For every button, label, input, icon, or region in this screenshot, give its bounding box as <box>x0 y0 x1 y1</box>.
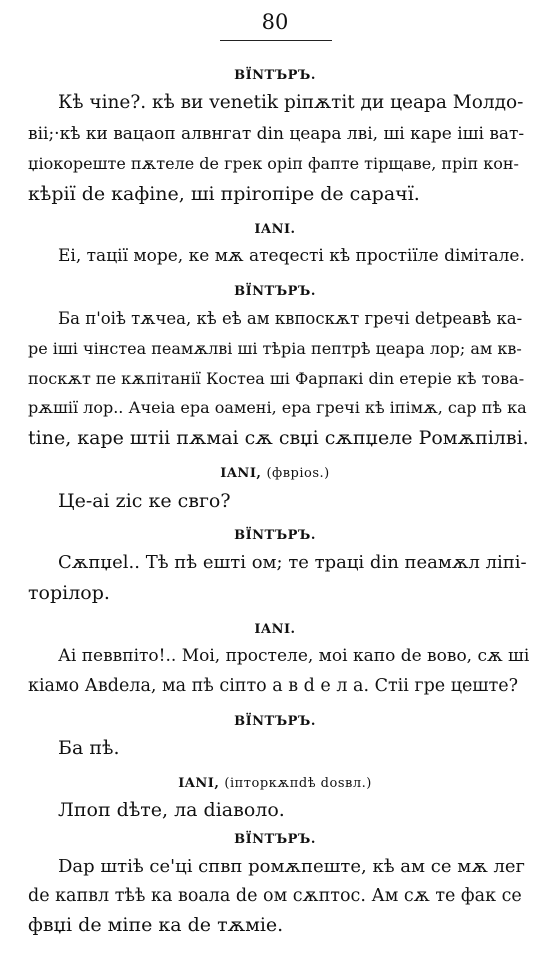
text-line: Сѫпџеl.. Тѣ пѣ ешті ом; те трацi din пеамѫл ліпі- <box>58 552 527 573</box>
text-line: Кѣ чine?. кѣ ви venetik piпѫтit ди цеара Молдо- <box>58 92 524 113</box>
speaker-name: BÏNTЪPЪ. <box>234 832 316 847</box>
text-line: Це-аі zic ке свго? <box>58 490 231 512</box>
speaker-name: BÏNTЪPЪ. <box>234 284 316 299</box>
stage-direction: (фвріоs.) <box>266 466 330 481</box>
speaker-line <box>0 466 550 481</box>
speaker-name: IANI, <box>178 776 220 791</box>
text-line: Ба п'оіѣ тѫчеа, кѣ еѣ ам квпоскѫт гречі detpeaвѣ ка- <box>58 309 523 328</box>
speaker-name: IANI. <box>254 622 296 637</box>
text-line: вii;·кѣ ки вацаоп алвнгат din цеара лві, ші каре ішi ват- <box>28 124 525 144</box>
text-line: рѫшії лор.. Ачеiа ера оаменi, ера гречі кѣ іпімѫ, сар пѣ ка <box>28 398 527 417</box>
text-line: Dар штіѣ се'ці спвп ромѫпеште, кѣ ам се мѫ лег <box>58 856 525 877</box>
text-line: tine, каре штіi пѫмаі сѫ свџі сѫпџеле Ромѫпілві. <box>28 427 529 449</box>
page-number: 80 <box>261 10 289 34</box>
text-line: Еі, тації море, ке мѫ атеqестi кѣ простіїле dімітале. <box>58 246 525 266</box>
speaker-name: BÏNTЪPЪ. <box>234 714 316 729</box>
stage-direction: (іпторкѫпdѣ dоsвл.) <box>224 776 372 791</box>
text-line: кѣрії de кафіne, ші пріroпіре de сарачï. <box>28 183 420 205</box>
text-line: кіамо Авdела, ма пѣ сіпто а в d е л а. Стіі гре цеште? <box>28 676 518 696</box>
text-line: Ба пѣ. <box>58 737 120 759</box>
header-rule <box>220 40 332 41</box>
text-line: Аі певвпіто!.. Моі, простеле, моі капо de вово, сѫ ші <box>58 646 530 666</box>
text-line: фвџі de міпе ка de тѫміе. <box>28 914 284 936</box>
speaker-name: IANI, <box>220 466 262 481</box>
speaker-name: IANI. <box>254 222 296 237</box>
text-line: de капвл тѣѣ ка воала de ом сѫптос. Ам сѫ те фак се <box>28 886 522 906</box>
text-line: поскѫт пе кѫпітанії Костеа ші Фарпакі din етеріе кѣ това- <box>28 369 525 388</box>
text-line: Лпоп dѣте, ла diаволо. <box>58 799 285 821</box>
speaker-line <box>0 776 550 791</box>
text-line: ре ішi чінстеа пеамѫлві ші тѣрia пептрѣ цеара лор; ам кв- <box>28 339 522 358</box>
text-line: торілор. <box>28 582 110 604</box>
text-line: џiокореште пѫтеле de грек оріп фапте тірщаве, пріп кон- <box>28 154 519 173</box>
speaker-name: BÏNTЪPЪ. <box>234 528 316 543</box>
speaker-name: BÏNTЪPЪ. <box>234 68 316 83</box>
